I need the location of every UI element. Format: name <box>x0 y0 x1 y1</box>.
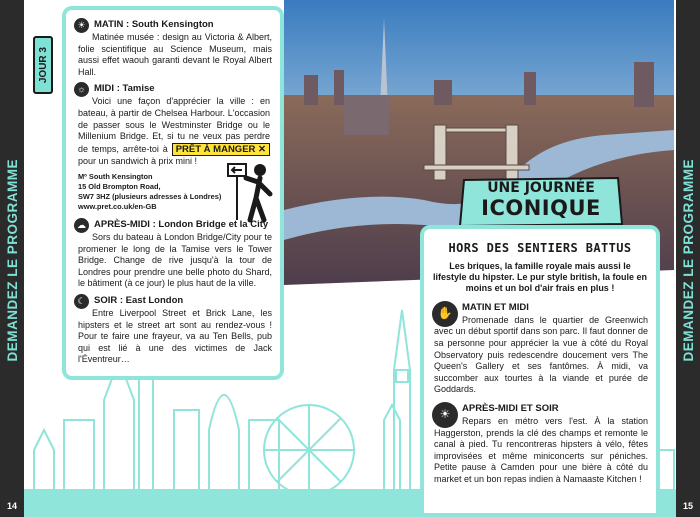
section-title: MIDI : Tamise <box>94 83 155 95</box>
section-body: Repars en métro vers l'est. À la station Haggerston, prends la clé des champs et remonte le canal à pied. Tu rencontreras hipsters à vélo, fêtes improvisées et même miniconcerts sur péniches. Petite pause à Camden pour une bière à côté du market et un bon repas indien à Namaaste Kitchen ! <box>434 415 648 484</box>
sign-walker-icon <box>226 160 278 224</box>
moon-icon: ☾ <box>74 294 89 309</box>
section-title: MATIN : South Kensington <box>94 19 214 30</box>
card-title-line2: ICONIQUE <box>481 196 601 220</box>
day-tab: JOUR 3 <box>33 36 53 94</box>
section-body: Sors du bateau à London Bridge/City pour te promener le long de la Tamise vers le Tower Bridge. Change de rive jusqu'à la tour de Londres pour prendre une belle photo du Shard, le bâtiment (à ce jour) le plus haut de la ville. <box>78 231 272 289</box>
page-number-left: 14 <box>6 501 17 511</box>
section-body: Matinée musée : design au Victoria & Albert, folie scientifique au Science Museum, mais aussi effet waouh garanti devant le Royal Albert Hall. <box>78 32 272 77</box>
address-metro: Mº South Kensington <box>78 171 153 181</box>
section-morning-noon <box>432 301 648 396</box>
restaurant-badge: PRÊT À MANGER ✕ <box>172 143 270 157</box>
section-body: Promenade dans le quartier de Greenwich avec un début sportif dans son parc. Il faut donner de sa personne pour apprécier la vue à côté du Royal Observatory puis redescendre doucement vers The Queen's Gallery et ses fantômes. À midi, va succomber aux tourtes à la viande et purée de Goddards. <box>434 314 648 395</box>
page-number-right: 15 <box>682 501 693 511</box>
section-noon <box>76 82 272 168</box>
address-postcode: SW7 3HZ (plusieurs adresses à Londres) <box>78 191 222 201</box>
hands-icon: ✋ <box>432 301 458 327</box>
right-section-title: DEMANDEZ LE PROGRAMME <box>680 158 696 362</box>
sunset-icon: ☀ <box>432 402 458 428</box>
itinerary-card <box>62 6 284 380</box>
cloud-sun-icon: ☁ <box>74 218 89 233</box>
section-title: APRÈS-MIDI ET SOIR <box>462 402 559 414</box>
card-intro: Les briques, la famille royale mais aussi le lifestyle du hipster. Le pur style british, la foule en moins et un bol d'air frais en plus ! <box>432 260 648 294</box>
address-website[interactable]: www.pret.co.uk/en-GB <box>78 201 157 211</box>
iconic-day-card <box>420 225 660 517</box>
card-title-line1: UNE JOURNÉE <box>487 180 595 196</box>
section-afternoon-evening <box>432 402 648 486</box>
sun-icon: ☼ <box>74 82 89 97</box>
section-body: Voici une façon d'apprécier la ville : en bateau, à partir de Chelsea Harbour. L'occasion de passer sous le Westminster Bridge ou le Millenium Bridge. Et, si tu ne veux pas perdre de temps, arrête-toi à PRÊT À MANGER ✕ pour un sandwich à prix mini ! <box>78 96 270 167</box>
card-subtitle: HORS DES SENTIERS BATTUS <box>448 241 632 255</box>
section-morning <box>76 18 272 78</box>
section-body: Entre Liverpool Street et Brick Lane, les hipsters et le street art sont au rendez-vous ! Pour te faire une frayeur, va au Ten Bells, pub qui est lié à une des victimes de Jack l'Éventreur… <box>78 307 272 365</box>
address-street: 15 Old Brompton Road, <box>78 181 161 191</box>
section-evening <box>76 294 272 366</box>
left-section-title: DEMANDEZ LE PROGRAMME <box>4 158 20 362</box>
sunrise-icon: ☀ <box>74 18 89 33</box>
section-title: MATIN ET MIDI <box>462 301 529 313</box>
section-title: APRÈS-MIDI : London Bridge et la City <box>94 218 269 230</box>
section-title: SOIR : East London <box>94 294 184 306</box>
utensils-icon: ✕ <box>258 143 266 155</box>
section-afternoon <box>76 218 272 290</box>
